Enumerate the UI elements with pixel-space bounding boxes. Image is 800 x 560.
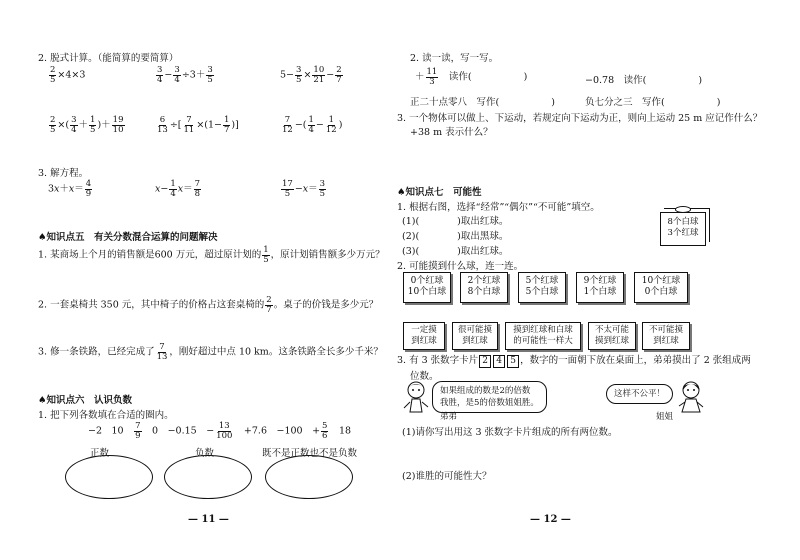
ball-box-2[interactable]: 2个红球 8个白球 xyxy=(460,272,508,303)
digit-card: 2 xyxy=(479,355,491,368)
ball-box-1[interactable]: 0个红球 10个白球 xyxy=(403,272,451,303)
section-6-title: ♠知识点六 认识负数 xyxy=(38,395,133,406)
positive-ellipse[interactable] xyxy=(65,455,153,499)
label-negative: 负数 xyxy=(195,448,215,459)
box-label-white: 8个白球 xyxy=(667,217,699,227)
digit-card: 4 xyxy=(493,355,505,368)
ball-box-4[interactable]: 9个红球 1个白球 xyxy=(576,272,624,303)
spade-icon: ♠ xyxy=(397,187,406,198)
s7-sub-1: (1)请你写出用这 3 张数字卡片组成的所有两位数。 xyxy=(402,427,618,438)
equation-1: 3x＋x＝ $\frac{4}{9}$ xyxy=(48,179,92,199)
r-q3-line2: +38 m 表示什么？ xyxy=(410,127,493,138)
write-row-2: 负七分之三 写作( ) xyxy=(585,97,721,108)
page-number-left: — 11 — xyxy=(188,514,229,525)
s5-question-3: 3. 修一条铁路，已经完成了 $\frac{7}{13}$ ，刚好超过中点 10 km。这条铁路全长多少千米？ xyxy=(38,342,383,362)
s5-question-1: 1. 某商场上个月的销售额是600 万元，超过原计划的 $\frac{1}{5}$ ，原计划销售额多少万元？ xyxy=(38,245,385,265)
read-row-1: ＋ $\frac{11}{3}$ 读作( ) xyxy=(415,67,528,87)
s6-question-1: 1. 把下列各数填在合适的圈内。 xyxy=(38,410,174,421)
expr-1: $\frac{2}{5}$ ×4×3 xyxy=(50,65,86,85)
expr-5: $\frac{6}{13}$ ÷[ $\frac{7}{11}$ ×(1− $\frac{1}{7}$ )] xyxy=(157,115,239,135)
section-7-title: ♠知识点七 可能性 xyxy=(397,187,482,198)
box-opening xyxy=(675,206,691,213)
r-q2-title: 2. 读一读，写一写。 xyxy=(410,53,499,64)
negative-ellipse[interactable] xyxy=(164,455,252,499)
q3-title: 3. 解方程。 xyxy=(38,168,89,179)
r-q3-line1: 3. 一个物体可以做上、下运动，若规定向下运动为正，则向上运动 25 m 应记作什么？ xyxy=(397,113,763,124)
neither-ellipse[interactable] xyxy=(265,455,353,499)
label-positive: 正数 xyxy=(90,448,110,459)
girl-speech-bubble: 这样不公平！ xyxy=(606,384,673,404)
page-number-right: — 12 — xyxy=(530,514,571,525)
q2-title: 2. 脱式计算。（能简算的要简算） xyxy=(38,53,179,64)
ball-box xyxy=(660,212,706,246)
s7-question-3: 3. 有 3 张数字卡片 2 4 5 ，数字的一面朝下放在桌面上，弟弟摸出了 2 张组成两 xyxy=(397,355,751,366)
section-5-title: ♠知识点五 有关分数混合运算的问题解决 xyxy=(38,232,218,243)
s7-item-1: (1)( )取出红球。 xyxy=(402,216,509,227)
s7-question-2: 2. 可能摸到什么球，连一连。 xyxy=(397,261,524,272)
number-list: −2 10 $\frac{7}{9}$ 0 −0.15 − $\frac{13}{100}$ +7.6 −100 + $\frac{5}{6}$ 18 xyxy=(88,421,352,441)
label-didi: 弟弟 xyxy=(440,412,458,422)
read-row-2: −0.78 读作( ) xyxy=(585,75,703,86)
s7-sub-2: (2)谁胜的可能性大？ xyxy=(402,471,492,482)
option-unlikely[interactable]: 不太可能 摸到红球 xyxy=(588,322,636,350)
expr-2: $\frac{3}{4}$ − $\frac{3}{4}$ ÷3＋ $\frac{3}{5}$ xyxy=(157,65,213,85)
s7-item-2: (2)( )取出黑球。 xyxy=(402,231,509,242)
expr-6: $\frac{7}{12}$ −( $\frac{1}{4}$ − $\frac{1}{12}$ ) xyxy=(282,115,343,135)
expr-4: $\frac{2}{5}$ ×( $\frac{3}{4}$ ＋ $\frac{1}{5}$ )＋ $\frac{19}{10}$ xyxy=(50,115,124,135)
digit-card: 5 xyxy=(507,355,519,368)
s7-question-3-cont: 位数。 xyxy=(410,371,439,382)
option-impossible[interactable]: 不可能摸 到红球 xyxy=(642,322,690,350)
s5-question-2: 2. 一套桌椅共 350 元，其中椅子的价格占这套桌椅的 $\frac{2}{7}$ 。桌子的价钱是多少元？ xyxy=(38,295,379,315)
option-certain[interactable]: 一定摸 到红球 xyxy=(403,322,445,350)
ball-box-3[interactable]: 5个红球 5个白球 xyxy=(518,272,566,303)
spade-icon: ♠ xyxy=(38,232,47,243)
s7-item-3: (3)( )取出红球。 xyxy=(402,246,509,257)
box-label-red: 3个红球 xyxy=(667,228,699,238)
write-row-1: 正二十点零八 写作( ) xyxy=(410,97,555,108)
ball-box-5[interactable]: 10个红球 0个白球 xyxy=(634,272,688,303)
equation-2: x− $\frac{1}{4}$ x＝ $\frac{7}{8}$ xyxy=(155,179,201,199)
boy-icon xyxy=(402,380,432,416)
label-jiejie: 姐姐 xyxy=(656,412,674,422)
s7-question-1: 1. 根据右图，选择“经常”“偶尔”“不可能”填空。 xyxy=(397,202,600,213)
spade-icon: ♠ xyxy=(38,395,47,406)
equation-3: $\frac{17}{5}$ −x＝ $\frac{3}{5}$ xyxy=(282,179,326,199)
option-likely[interactable]: 很可能摸 到红球 xyxy=(452,322,498,350)
fraction: $\frac{2}{5}$ xyxy=(50,65,56,85)
expr-3: 5− $\frac{3}{5}$ × $\frac{10}{21}$ − $\frac{2}{7}$ xyxy=(280,65,342,85)
option-equal[interactable]: 摸到红球和白球 的可能性一样大 xyxy=(505,322,581,350)
boy-speech-bubble: 如果组成的数是2的倍数 我胜，是5的倍数姐姐胜。 xyxy=(432,381,547,413)
label-neither: 既不是正数也不是负数 xyxy=(262,448,358,459)
girl-icon xyxy=(676,380,706,416)
